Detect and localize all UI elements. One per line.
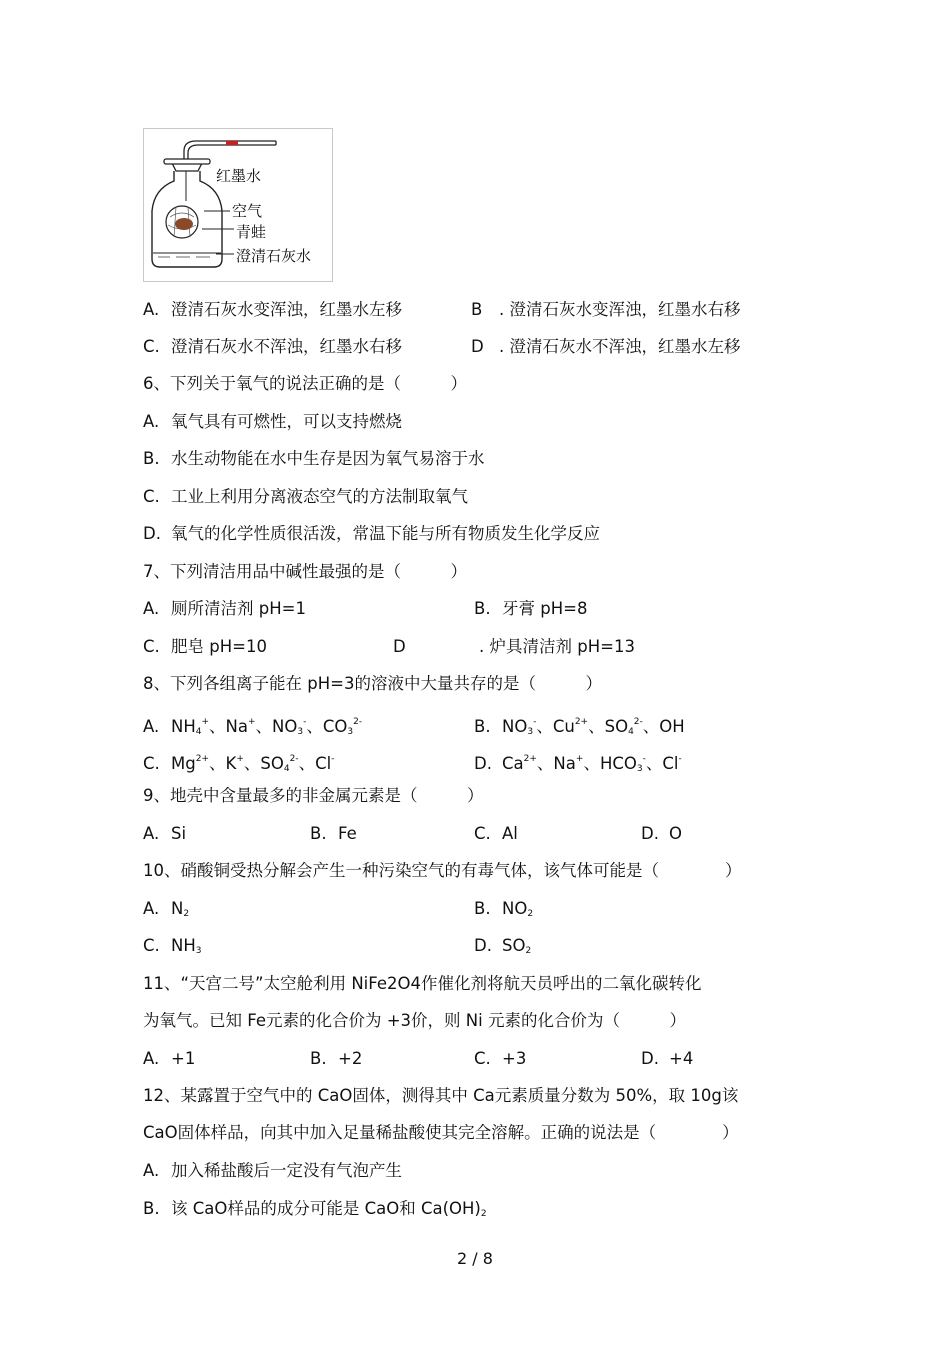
q8-option-d: D. $Ca^{2+}$、Na+、$HCO_3^-$、Cl-	[474, 754, 682, 774]
q8-option-a: A. $NH_4^+$、Na+、$NO_3^-$、$CO_3^{2-}$	[143, 717, 363, 737]
q10-option-c: C. $NH_3$	[143, 936, 202, 956]
q11-option-b: B. +2	[310, 1049, 363, 1068]
q9-option-c: C. Al	[474, 824, 518, 843]
q10-stem: 10、硝酸铜受热分解会产生一种污染空气的有毒气体，该气体可能是（ ）	[143, 861, 742, 880]
q8-option-c: C. $Mg^{2+}$、K+、$SO_4^{2-}$、Cl-	[143, 754, 335, 774]
q7-option-d: D . 炉具清洁剂 pH=13	[393, 637, 635, 656]
q12-stem-line1: 12、某露置于空气中的 CaO固体，测得其中 Ca元素质量分数为 50%，取 10g该	[143, 1086, 739, 1105]
frog	[175, 218, 193, 230]
q11-option-a: A. +1	[143, 1049, 196, 1068]
q5-option-a: A. 澄清石灰水变浑浊，红墨水左移	[143, 300, 402, 319]
q6-option-b: B. 水生动物能在水中生存是因为氧气易溶于水	[143, 449, 485, 468]
q7-option-a: A. 厕所清洁剂 pH=1	[143, 599, 306, 618]
apparatus-figure	[143, 128, 333, 282]
q10-option-a: A. $N_2$	[143, 899, 190, 919]
label-lime-water: 澄清石灰水	[236, 247, 312, 265]
q7-option-c: C. 肥皂 pH=10	[143, 637, 267, 656]
q5-option-d: D . 澄清石灰水不浑浊，红墨水左移	[471, 337, 741, 356]
q12-option-a: A. 加入稀盐酸后一定没有气泡产生	[143, 1161, 402, 1180]
q12-stem-line2: CaO固体样品，向其中加入足量稀盐酸使其完全溶解。正确的说法是（ ）	[143, 1123, 739, 1142]
q6-option-d: D. 氧气的化学性质很活泼，常温下能与所有物质发生化学反应	[143, 524, 600, 543]
q11-stem-line1: 11、“天宫二号”太空舱利用 NiFe2O4作催化剂将航天员呼出的二氧化碳转化	[143, 974, 702, 993]
q5-option-b: B . 澄清石灰水变浑浊，红墨水右移	[471, 300, 741, 319]
q9-stem: 9、地壳中含量最多的非金属元素是（ ）	[143, 786, 484, 805]
q6-option-c: C. 工业上利用分离液态空气的方法制取氧气	[143, 487, 468, 506]
q11-stem-line2: 为氧气。已知 Fe元素的化合价为 +3价，则 Ni 元素的化合价为（ ）	[143, 1011, 686, 1030]
red-ink-plug	[226, 141, 238, 145]
q8-stem: 8、下列各组离子能在 pH=3的溶液中大量共存的是（ ）	[143, 674, 602, 693]
q5-option-c: C. 澄清石灰水不浑浊，红墨水右移	[143, 337, 402, 356]
q11-option-c: C. +3	[474, 1049, 527, 1068]
q10-option-b: B. $NO_2$	[474, 899, 534, 919]
q9-option-b: B. Fe	[310, 824, 357, 843]
q6-stem: 6、下列关于氧气的说法正确的是（ ）	[143, 374, 467, 393]
label-frog: 青蛙	[236, 223, 267, 241]
q7-option-b: B. 牙膏 pH=8	[474, 599, 588, 618]
q10-option-d: D. $SO_2$	[474, 936, 532, 956]
label-red-ink: 红墨水	[216, 167, 262, 185]
q9-option-a: A. Si	[143, 824, 187, 843]
q12-option-b: B. 该 CaO样品的成分可能是 CaO和 $Ca(OH)_2$	[143, 1199, 487, 1219]
q7-stem: 7、下列清洁用品中碱性最强的是（ ）	[143, 562, 467, 581]
q11-option-d: D. +4	[641, 1049, 694, 1068]
q9-option-d: D. O	[641, 824, 682, 843]
label-air: 空气	[232, 202, 263, 220]
q8-option-b: B. $NO_3^-$、$Cu^{2+}$、$SO_4^{2-}$、OH	[474, 717, 685, 737]
page-number: 2 / 8	[457, 1249, 493, 1268]
q6-option-a: A. 氧气具有可燃性，可以支持燃烧	[143, 412, 402, 431]
